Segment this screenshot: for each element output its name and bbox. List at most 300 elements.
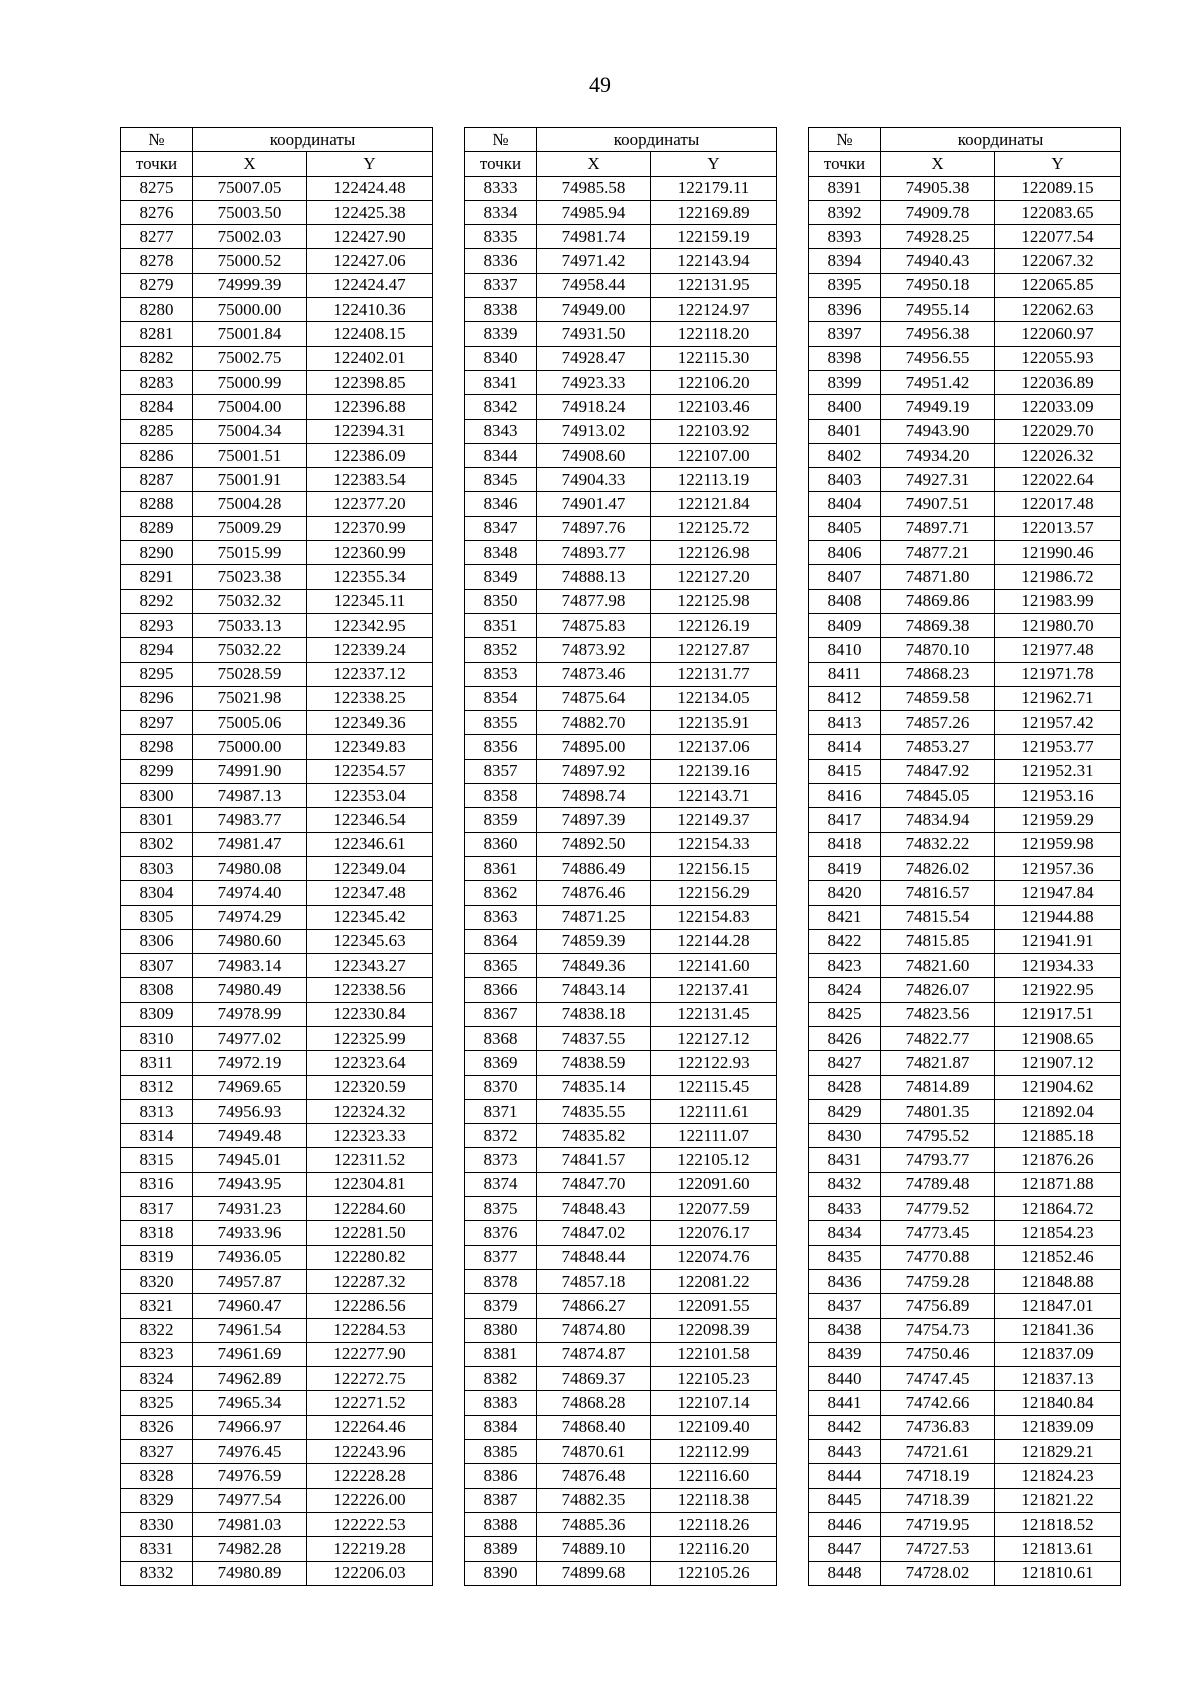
point-number-header: № — [465, 128, 537, 152]
point-number-cell: 8416 — [809, 784, 881, 808]
point-number-cell: 8409 — [809, 613, 881, 637]
x-coordinate-cell: 74848.43 — [537, 1197, 651, 1221]
y-coordinate-cell: 121971.78 — [995, 662, 1121, 686]
table-row — [121, 346, 433, 370]
table-row — [809, 298, 1121, 322]
x-coordinate-cell: 74908.60 — [537, 443, 651, 467]
y-coordinate-cell: 122286.56 — [307, 1294, 433, 1318]
x-coordinate-cell: 75001.51 — [193, 443, 307, 467]
table-row — [121, 686, 433, 710]
point-number-cell: 8306 — [121, 929, 193, 953]
y-coordinate-cell: 122277.90 — [307, 1342, 433, 1366]
y-coordinate-cell: 121892.04 — [995, 1099, 1121, 1123]
y-coordinate-cell: 122311.52 — [307, 1148, 433, 1172]
x-coordinate-cell: 74999.39 — [193, 273, 307, 297]
y-coordinate-cell: 122124.97 — [651, 298, 777, 322]
x-coordinate-cell: 74928.47 — [537, 346, 651, 370]
x-coordinate-cell: 75032.22 — [193, 638, 307, 662]
table-row — [809, 1148, 1121, 1172]
x-coordinate-cell: 74742.66 — [881, 1391, 995, 1415]
point-number-cell: 8411 — [809, 662, 881, 686]
point-number-cell: 8332 — [121, 1561, 193, 1585]
x-coordinate-cell: 74981.03 — [193, 1512, 307, 1536]
x-coordinate-cell: 74873.92 — [537, 638, 651, 662]
table-row — [465, 565, 777, 589]
x-coordinate-cell: 75005.06 — [193, 711, 307, 735]
point-number-cell: 8285 — [121, 419, 193, 443]
point-number-cell: 8346 — [465, 492, 537, 516]
y-coordinate-cell: 122121.84 — [651, 492, 777, 516]
y-coordinate-cell: 121810.61 — [995, 1561, 1121, 1585]
x-coordinate-cell: 74882.70 — [537, 711, 651, 735]
table-body — [465, 176, 777, 1585]
y-coordinate-cell: 122115.45 — [651, 1075, 777, 1099]
point-number-cell: 8425 — [809, 1002, 881, 1026]
y-coordinate-cell: 122017.48 — [995, 492, 1121, 516]
table-row — [121, 881, 433, 905]
table-row — [121, 1537, 433, 1561]
table-row — [809, 978, 1121, 1002]
point-number-cell: 8417 — [809, 808, 881, 832]
y-coordinate-cell: 122127.12 — [651, 1026, 777, 1050]
y-coordinate-cell: 121839.09 — [995, 1415, 1121, 1439]
x-coordinate-cell: 74960.47 — [193, 1294, 307, 1318]
y-coordinate-cell: 122105.26 — [651, 1561, 777, 1585]
y-coordinate-cell: 122320.59 — [307, 1075, 433, 1099]
x-coordinate-cell: 74853.27 — [881, 735, 995, 759]
x-coordinate-cell: 74895.00 — [537, 735, 651, 759]
y-coordinate-cell: 122330.84 — [307, 1002, 433, 1026]
y-coordinate-cell: 121813.61 — [995, 1537, 1121, 1561]
point-number-cell: 8396 — [809, 298, 881, 322]
x-coordinate-cell: 74904.33 — [537, 468, 651, 492]
point-number-cell: 8291 — [121, 565, 193, 589]
point-number-cell: 8316 — [121, 1172, 193, 1196]
table-row — [465, 613, 777, 637]
y-coordinate-cell: 122105.12 — [651, 1148, 777, 1172]
y-coordinate-cell: 122060.97 — [995, 322, 1121, 346]
table-row — [121, 735, 433, 759]
table-row — [465, 1172, 777, 1196]
y-coordinate-cell: 121848.88 — [995, 1269, 1121, 1293]
table-row — [121, 808, 433, 832]
x-coordinate-cell: 75000.52 — [193, 249, 307, 273]
point-number-cell: 8382 — [465, 1367, 537, 1391]
point-number-cell: 8335 — [465, 225, 537, 249]
table-row — [121, 1124, 433, 1148]
x-coordinate-cell: 74991.90 — [193, 759, 307, 783]
y-coordinate-cell: 122065.85 — [995, 273, 1121, 297]
y-coordinate-cell: 122135.91 — [651, 711, 777, 735]
point-number-cell: 8350 — [465, 589, 537, 613]
point-number-cell: 8369 — [465, 1051, 537, 1075]
x-coordinate-cell: 74980.08 — [193, 856, 307, 880]
point-number-cell: 8387 — [465, 1488, 537, 1512]
y-header: Y — [307, 152, 433, 176]
table-row — [121, 541, 433, 565]
table-row — [809, 225, 1121, 249]
x-coordinate-cell: 74892.50 — [537, 832, 651, 856]
table-row — [121, 1172, 433, 1196]
y-coordinate-cell: 122029.70 — [995, 419, 1121, 443]
y-coordinate-cell: 122089.15 — [995, 176, 1121, 200]
point-number-cell: 8405 — [809, 516, 881, 540]
point-number-cell: 8333 — [465, 176, 537, 200]
table-row — [809, 1294, 1121, 1318]
table-row — [809, 784, 1121, 808]
y-coordinate-cell: 121990.46 — [995, 541, 1121, 565]
y-header: Y — [651, 152, 777, 176]
table-row — [809, 929, 1121, 953]
table-row — [809, 1124, 1121, 1148]
coordinates-table-3 — [808, 127, 1121, 1586]
x-coordinate-cell: 74965.34 — [193, 1391, 307, 1415]
y-coordinate-cell: 121980.70 — [995, 613, 1121, 637]
x-coordinate-cell: 74857.18 — [537, 1269, 651, 1293]
y-coordinate-cell: 122081.22 — [651, 1269, 777, 1293]
y-coordinate-cell: 122022.64 — [995, 468, 1121, 492]
table-row — [809, 200, 1121, 224]
point-number-cell: 8319 — [121, 1245, 193, 1269]
x-coordinate-cell: 74832.22 — [881, 832, 995, 856]
point-number-cell: 8388 — [465, 1512, 537, 1536]
y-coordinate-cell: 122337.12 — [307, 662, 433, 686]
point-number-cell: 8347 — [465, 516, 537, 540]
y-coordinate-cell: 121854.23 — [995, 1221, 1121, 1245]
table-row — [809, 662, 1121, 686]
x-coordinate-cell: 74859.39 — [537, 929, 651, 953]
table-row — [809, 613, 1121, 637]
x-coordinate-cell: 74869.86 — [881, 589, 995, 613]
table-row — [465, 1367, 777, 1391]
y-coordinate-cell: 121824.23 — [995, 1464, 1121, 1488]
table-row — [465, 1245, 777, 1269]
y-header: Y — [995, 152, 1121, 176]
y-coordinate-cell: 122396.88 — [307, 395, 433, 419]
point-number-cell: 8391 — [809, 176, 881, 200]
x-coordinate-cell: 75000.00 — [193, 735, 307, 759]
x-coordinate-cell: 74913.02 — [537, 419, 651, 443]
point-number-cell: 8282 — [121, 346, 193, 370]
y-coordinate-cell: 122228.28 — [307, 1464, 433, 1488]
table-row — [121, 905, 433, 929]
y-coordinate-cell: 122264.46 — [307, 1415, 433, 1439]
x-coordinate-cell: 74905.38 — [881, 176, 995, 200]
point-number-cell: 8326 — [121, 1415, 193, 1439]
point-number-cell: 8308 — [121, 978, 193, 1002]
table-row — [465, 443, 777, 467]
x-coordinate-cell: 74889.10 — [537, 1537, 651, 1561]
point-number-cell: 8380 — [465, 1318, 537, 1342]
y-coordinate-cell: 122137.06 — [651, 735, 777, 759]
point-number-cell: 8336 — [465, 249, 537, 273]
x-coordinate-cell: 74821.87 — [881, 1051, 995, 1075]
table-row — [809, 443, 1121, 467]
point-number-cell: 8392 — [809, 200, 881, 224]
table-row — [809, 711, 1121, 735]
coordinates-table-2 — [464, 127, 777, 1586]
coordinates-header: координаты — [193, 128, 433, 152]
y-coordinate-cell: 121962.71 — [995, 686, 1121, 710]
table-row — [809, 1172, 1121, 1196]
y-coordinate-cell: 122111.61 — [651, 1099, 777, 1123]
y-coordinate-cell: 121908.65 — [995, 1026, 1121, 1050]
table-row — [465, 1197, 777, 1221]
x-coordinate-cell: 74759.28 — [881, 1269, 995, 1293]
table-row — [121, 1464, 433, 1488]
point-number-cell: 8357 — [465, 759, 537, 783]
point-number-cell: 8303 — [121, 856, 193, 880]
table-row — [809, 565, 1121, 589]
y-coordinate-cell: 121947.84 — [995, 881, 1121, 905]
point-number-cell: 8279 — [121, 273, 193, 297]
table-row — [465, 808, 777, 832]
y-coordinate-cell: 122243.96 — [307, 1440, 433, 1464]
table-row — [809, 954, 1121, 978]
x-coordinate-cell: 74983.77 — [193, 808, 307, 832]
table-row — [465, 662, 777, 686]
x-coordinate-cell: 74901.47 — [537, 492, 651, 516]
x-coordinate-cell: 74816.57 — [881, 881, 995, 905]
table-row — [809, 1537, 1121, 1561]
table-row — [121, 711, 433, 735]
table-row — [121, 1391, 433, 1415]
point-number-header: № — [121, 128, 193, 152]
table-row — [809, 370, 1121, 394]
y-coordinate-cell: 122383.54 — [307, 468, 433, 492]
point-number-cell: 8344 — [465, 443, 537, 467]
y-coordinate-cell: 122349.36 — [307, 711, 433, 735]
table-row — [465, 881, 777, 905]
x-coordinate-cell: 74874.87 — [537, 1342, 651, 1366]
x-coordinate-cell: 74949.00 — [537, 298, 651, 322]
x-coordinate-cell: 74985.58 — [537, 176, 651, 200]
x-coordinate-cell: 74936.05 — [193, 1245, 307, 1269]
table-row — [809, 1367, 1121, 1391]
y-coordinate-cell: 121959.98 — [995, 832, 1121, 856]
point-number-cell: 8372 — [465, 1124, 537, 1148]
x-coordinate-cell: 74951.42 — [881, 370, 995, 394]
table-row — [121, 492, 433, 516]
x-coordinate-cell: 74718.19 — [881, 1464, 995, 1488]
point-number-cell: 8328 — [121, 1464, 193, 1488]
y-coordinate-cell: 122127.20 — [651, 565, 777, 589]
point-number-cell: 8339 — [465, 322, 537, 346]
y-coordinate-cell: 122033.09 — [995, 395, 1121, 419]
table-row — [809, 1415, 1121, 1439]
table-row — [465, 784, 777, 808]
x-coordinate-cell: 74870.61 — [537, 1440, 651, 1464]
table-row — [809, 735, 1121, 759]
point-number-cell: 8327 — [121, 1440, 193, 1464]
point-number-cell: 8374 — [465, 1172, 537, 1196]
point-number-cell: 8315 — [121, 1148, 193, 1172]
x-coordinate-cell: 75003.50 — [193, 200, 307, 224]
point-number-cell: 8283 — [121, 370, 193, 394]
table-row — [809, 1197, 1121, 1221]
point-number-cell: 8434 — [809, 1221, 881, 1245]
x-coordinate-cell: 74848.44 — [537, 1245, 651, 1269]
table-row — [121, 395, 433, 419]
y-coordinate-cell: 122179.11 — [651, 176, 777, 200]
y-coordinate-cell: 122156.15 — [651, 856, 777, 880]
y-coordinate-cell: 122118.38 — [651, 1488, 777, 1512]
table-row — [465, 1051, 777, 1075]
point-number-cell: 8399 — [809, 370, 881, 394]
point-number-cell: 8345 — [465, 468, 537, 492]
x-coordinate-cell: 74823.56 — [881, 1002, 995, 1026]
x-coordinate-cell: 74940.43 — [881, 249, 995, 273]
x-coordinate-cell: 74789.48 — [881, 1172, 995, 1196]
point-number-cell: 8371 — [465, 1099, 537, 1123]
x-coordinate-cell: 74841.57 — [537, 1148, 651, 1172]
table-row — [465, 1464, 777, 1488]
y-coordinate-cell: 122106.20 — [651, 370, 777, 394]
point-number-cell: 8277 — [121, 225, 193, 249]
table-row — [465, 832, 777, 856]
x-coordinate-cell: 74754.73 — [881, 1318, 995, 1342]
x-coordinate-cell: 75004.28 — [193, 492, 307, 516]
x-coordinate-cell: 74962.89 — [193, 1367, 307, 1391]
y-coordinate-cell: 122349.04 — [307, 856, 433, 880]
x-coordinate-cell: 74821.60 — [881, 954, 995, 978]
y-coordinate-cell: 122013.57 — [995, 516, 1121, 540]
table-row — [465, 638, 777, 662]
x-coordinate-cell: 74877.21 — [881, 541, 995, 565]
table-row — [465, 1099, 777, 1123]
x-coordinate-cell: 74933.96 — [193, 1221, 307, 1245]
x-coordinate-cell: 75023.38 — [193, 565, 307, 589]
x-coordinate-cell: 74847.02 — [537, 1221, 651, 1245]
x-coordinate-cell: 74899.68 — [537, 1561, 651, 1585]
y-coordinate-cell: 122122.93 — [651, 1051, 777, 1075]
table-body — [121, 176, 433, 1585]
x-coordinate-cell: 74859.58 — [881, 686, 995, 710]
point-number-cell: 8444 — [809, 1464, 881, 1488]
table-row — [809, 395, 1121, 419]
point-number-cell: 8390 — [465, 1561, 537, 1585]
point-number-cell: 8432 — [809, 1172, 881, 1196]
y-coordinate-cell: 121847.01 — [995, 1294, 1121, 1318]
y-coordinate-cell: 122355.34 — [307, 565, 433, 589]
x-coordinate-cell: 75033.13 — [193, 613, 307, 637]
table-row — [465, 929, 777, 953]
table-row — [809, 1269, 1121, 1293]
y-coordinate-cell: 122272.75 — [307, 1367, 433, 1391]
point-number-cell: 8360 — [465, 832, 537, 856]
point-number-cell: 8354 — [465, 686, 537, 710]
x-coordinate-cell: 75002.75 — [193, 346, 307, 370]
table-row — [121, 419, 433, 443]
table-row — [121, 954, 433, 978]
y-coordinate-cell: 122107.14 — [651, 1391, 777, 1415]
y-coordinate-cell: 122345.63 — [307, 929, 433, 953]
table-row — [809, 1002, 1121, 1026]
table-row — [121, 1002, 433, 1026]
y-coordinate-cell: 122386.09 — [307, 443, 433, 467]
y-coordinate-cell: 122055.93 — [995, 346, 1121, 370]
point-number-cell: 8423 — [809, 954, 881, 978]
table-row — [809, 905, 1121, 929]
table-row — [809, 808, 1121, 832]
point-number-cell: 8342 — [465, 395, 537, 419]
y-coordinate-cell: 122226.00 — [307, 1488, 433, 1512]
point-number-cell: 8292 — [121, 589, 193, 613]
x-coordinate-cell: 74838.59 — [537, 1051, 651, 1075]
point-number-cell: 8276 — [121, 200, 193, 224]
coordinates-header: координаты — [881, 128, 1121, 152]
table-row — [465, 1124, 777, 1148]
table-row — [465, 322, 777, 346]
x-coordinate-cell: 74927.31 — [881, 468, 995, 492]
x-coordinate-cell: 74868.40 — [537, 1415, 651, 1439]
table-row — [465, 370, 777, 394]
x-coordinate-cell: 74826.02 — [881, 856, 995, 880]
x-coordinate-cell: 74876.48 — [537, 1464, 651, 1488]
y-coordinate-cell: 122323.64 — [307, 1051, 433, 1075]
x-coordinate-cell: 74885.36 — [537, 1512, 651, 1536]
table-row — [809, 832, 1121, 856]
y-coordinate-cell: 122377.20 — [307, 492, 433, 516]
y-coordinate-cell: 122118.26 — [651, 1512, 777, 1536]
point-number-cell: 8361 — [465, 856, 537, 880]
x-coordinate-cell: 74977.54 — [193, 1488, 307, 1512]
point-number-cell: 8343 — [465, 419, 537, 443]
y-coordinate-cell: 121818.52 — [995, 1512, 1121, 1536]
x-coordinate-cell: 75015.99 — [193, 541, 307, 565]
table-row — [121, 638, 433, 662]
x-coordinate-cell: 74747.45 — [881, 1367, 995, 1391]
x-coordinate-cell: 75028.59 — [193, 662, 307, 686]
point-number-cell: 8368 — [465, 1026, 537, 1050]
table-row — [809, 589, 1121, 613]
point-number-cell: 8393 — [809, 225, 881, 249]
table-row — [465, 711, 777, 735]
x-coordinate-cell: 74961.69 — [193, 1342, 307, 1366]
table-row — [809, 1051, 1121, 1075]
y-coordinate-cell: 121864.72 — [995, 1197, 1121, 1221]
table-row — [121, 1269, 433, 1293]
point-number-cell: 8442 — [809, 1415, 881, 1439]
y-coordinate-cell: 122347.48 — [307, 881, 433, 905]
point-number-cell: 8312 — [121, 1075, 193, 1099]
point-number-cell: 8401 — [809, 419, 881, 443]
x-coordinate-cell: 74980.89 — [193, 1561, 307, 1585]
y-coordinate-cell: 122143.71 — [651, 784, 777, 808]
y-coordinate-cell: 122346.54 — [307, 808, 433, 832]
table-row — [465, 1561, 777, 1585]
point-number-cell: 8304 — [121, 881, 193, 905]
x-coordinate-cell: 74945.01 — [193, 1148, 307, 1172]
x-coordinate-cell: 74795.52 — [881, 1124, 995, 1148]
point-number-cell: 8275 — [121, 176, 193, 200]
table-row — [465, 1342, 777, 1366]
y-coordinate-cell: 122144.28 — [651, 929, 777, 953]
table-row — [465, 1294, 777, 1318]
x-coordinate-cell: 74750.46 — [881, 1342, 995, 1366]
y-coordinate-cell: 121907.12 — [995, 1051, 1121, 1075]
table-row — [809, 273, 1121, 297]
point-number-cell: 8429 — [809, 1099, 881, 1123]
x-coordinate-cell: 74961.54 — [193, 1318, 307, 1342]
x-coordinate-cell: 74931.50 — [537, 322, 651, 346]
x-coordinate-cell: 74835.14 — [537, 1075, 651, 1099]
point-number-cell: 8299 — [121, 759, 193, 783]
point-number-cell: 8394 — [809, 249, 881, 273]
x-coordinate-cell: 75032.32 — [193, 589, 307, 613]
point-number-cell: 8352 — [465, 638, 537, 662]
x-coordinate-cell: 74845.05 — [881, 784, 995, 808]
